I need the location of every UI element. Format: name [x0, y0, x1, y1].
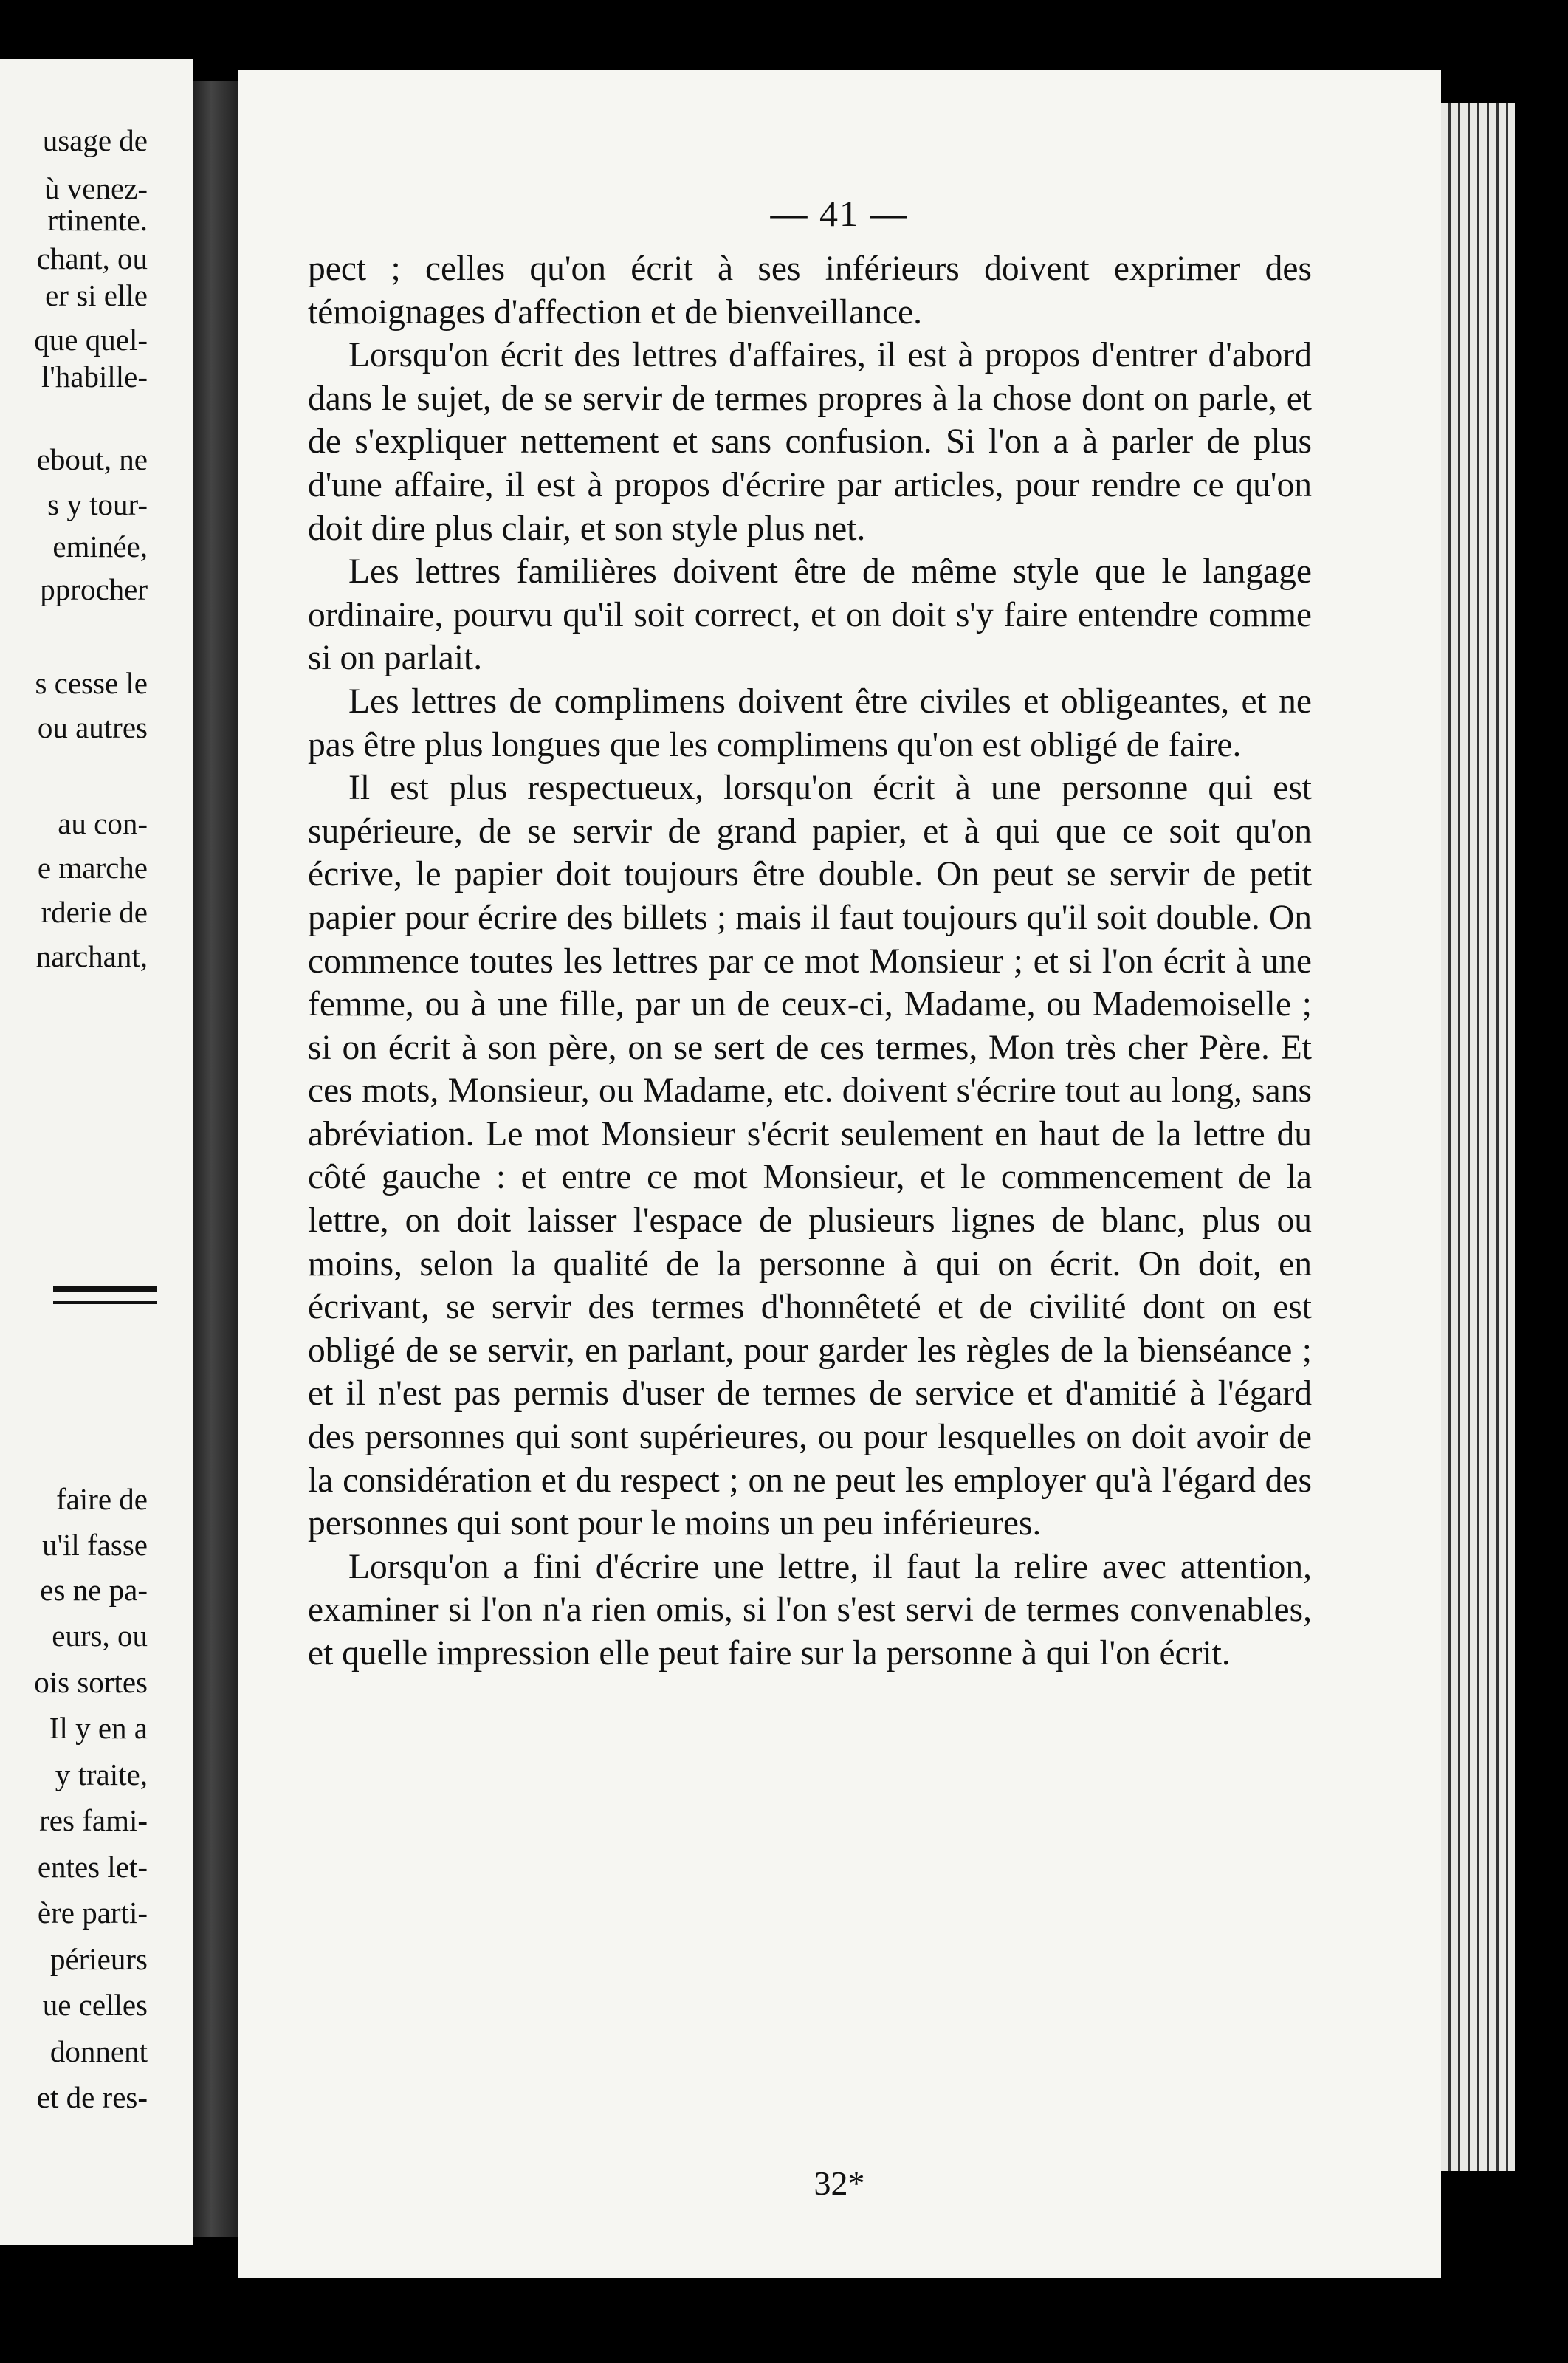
left-fragment: ue celles: [42, 1988, 148, 2022]
page-number: — 41 —: [770, 193, 909, 234]
left-page: [0, 59, 193, 2245]
left-fragment: ù venez-: [44, 171, 148, 205]
left-fragment: l'habille-: [41, 360, 148, 394]
right-page: [238, 70, 1441, 2278]
left-fragment: Il y en a: [49, 1711, 148, 1745]
left-fragment: donnent: [49, 2034, 148, 2068]
paragraph: Il est plus respectueux, lorsqu'on écrit à une personne qui est supérieure, de se servir de grand papier, et à qui que ce soit qu'on écrive, le papier doit toujours être double. On peut se servir de petit papier pour écrire des billets ; mais il faut toujours qu'il soit double. On commence toutes les lettres par ce mot Monsieur ; et si l'on écrit à une femme, ou à une fille, par un de ceux-ci, Madame, ou Mademoiselle ; si on écrit à son père, on se sert de ces termes, Mon très cher Père. Et ces mots, Monsieur, ou Madame, etc. doivent s'écrire tout au long, sans abréviation. Le mot Monsieur s'écrit seulement en haut de la lettre du côté gauche : et entre ce mot Monsieur, et le commencement de la lettre, on doit laisser l'espace de plusieurs lignes de blanc, plus ou moins, selon la qualité de la personne à qui on écrit. On doit, en écrivant, se servir des termes d'honnêteté et de civilité dont on est obligé de se servir, en parlant, pour garder les règles de la bienséance ; et il n'est pas permis d'user de termes de service et d'amitié à l'égard des personnes qui sont supérieures, ou pour lesquelles on doit avoir de la considération et du respect ; on ne peut les employer qu'à l'égard des personnes qui sont pour le moins un peu inférieures.: [308, 769, 1312, 1543]
left-fragment: au con-: [58, 806, 148, 840]
left-fragment: y traite,: [55, 1757, 148, 1791]
paragraph: pect ; celles qu'on écrit à ses inférieurs doivent exprimer des témoignages d'affection et de bienveillance.: [308, 250, 1312, 332]
left-fragment: rderie de: [41, 895, 148, 929]
left-fragment: narchant,: [35, 939, 148, 973]
left-fragment: s cesse le: [35, 666, 148, 700]
left-fragment: usage de: [42, 123, 148, 157]
left-fragment: er si elle: [45, 278, 148, 312]
book-gutter: [193, 81, 238, 2237]
left-fragment: eminée,: [52, 529, 148, 563]
left-fragment: eurs, ou: [52, 1619, 148, 1653]
section-rule-thin: [53, 1301, 157, 1304]
left-fragment: ère parti-: [37, 1896, 148, 1930]
paragraph: Les lettres de complimens doivent être civiles et obligeantes, et ne pas être plus longues que les complimens qu'on est obligé de faire.: [308, 682, 1312, 764]
left-fragment: périeurs: [49, 1942, 148, 1976]
paragraph: Les lettres familières doivent être de même style que le langage ordinaire, pourvu qu'il soit correct, et on doit s'y faire entendre comme si on parlait.: [308, 552, 1312, 678]
left-fragment: rtinente.: [47, 203, 148, 237]
page-edges: [1441, 103, 1515, 2171]
body-text: [308, 247, 1312, 1676]
left-fragment: e marche: [37, 851, 148, 885]
left-fragment: chant, ou: [36, 241, 148, 275]
left-fragment: pprocher: [40, 572, 148, 606]
paragraph: Lorsqu'on a fini d'écrire une lettre, il faut la relire avec attention, examiner si l'on n'a rien omis, si l'on s'est servi de termes convenables, et quelle impression elle peut faire sur la personne à qui l'on écrit.: [308, 1547, 1312, 1673]
left-fragment: que quel-: [34, 323, 148, 357]
section-rule: [53, 1286, 157, 1292]
left-fragment: ois sortes: [34, 1665, 148, 1699]
left-fragment: ebout, ne: [36, 442, 148, 476]
left-fragment: faire de: [55, 1482, 148, 1516]
left-fragment: u'il fasse: [42, 1528, 148, 1562]
left-fragment: s y tour-: [47, 487, 148, 521]
left-fragment: res fami-: [39, 1803, 148, 1837]
paragraph: Lorsqu'on écrit des lettres d'affaires, il est à propos d'entrer d'abord dans le sujet, de se servir de termes propres à la chose dont on parle, et de s'expliquer nettement et sans confusion. Si l'on a à parler de plus d'une affaire, il est à propos d'écrire par articles, pour rendre ce qu'on doit dire plus clair, et son style plus net.: [308, 336, 1312, 548]
left-fragment: es ne pa-: [40, 1573, 148, 1607]
left-fragment: et de res-: [36, 2080, 148, 2114]
left-fragment: ou autres: [37, 710, 148, 744]
signature-mark: 32*: [814, 2164, 865, 2202]
left-fragment: entes let-: [37, 1850, 148, 1884]
